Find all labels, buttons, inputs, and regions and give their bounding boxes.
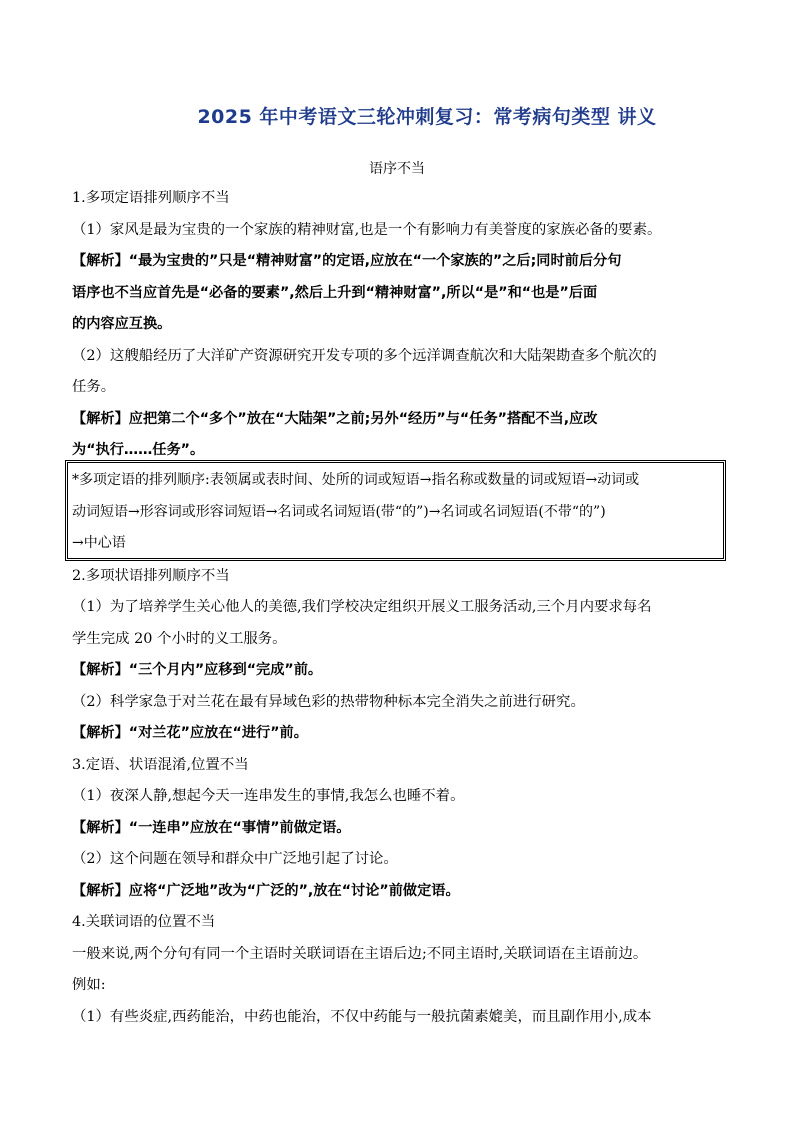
s3-analysis-2: 【解析】应将“广泛地”改为“广泛的”,放在“讨论”前做定语。 [72,883,460,899]
s4-intro-line-2: 例如: [72,977,106,993]
s1-example-2-line-2: 任务。 [72,379,116,395]
note-line-2: 动词短语→形容词或形容词短语→名词或名词短语(带“的”)→名词或名词短语(不带“的”) [72,504,606,520]
s4-example-1: （1）有些炎症,西药能治，中药也能治，不仅中药能与一般抗菌素媲美，而且副作用小,成本 [72,1009,652,1025]
s1-analysis-1-line-1: 【解析】“最为宝贵的”只是“精神财富”的定语,应放在“一个家族的”之后;同时前后分句 [72,253,622,269]
s1-example-1: （1）家风是最为宝贵的一个家族的精神财富,也是一个有影响力有美誉度的家族必备的要素。 [72,222,662,238]
s2-example-2: （2）科学家急于对兰花在最有异域色彩的热带物种标本完全消失之前进行研究。 [72,694,585,710]
s2-heading: 2.多项状语排列顺序不当 [72,568,230,584]
document-title: 2025 年中考语文三轮冲刺复习：常考病句类型 讲义 [197,106,657,128]
s1-analysis-1-line-2: 语序也不当应首先是“必备的要素”,然后上升到“精神财富”,所以“是”和“也是”后面 [72,285,598,301]
section-heading: 语序不当 [369,161,425,177]
s1-heading: 1.多项定语排列顺序不当 [72,190,230,206]
s1-analysis-2-line-1: 【解析】应把第二个“多个”放在“大陆架”之前;另外“经历”与“任务”搭配不当,应改 [72,411,598,427]
s1-analysis-2-line-2: 为“执行……任务”。 [72,442,205,458]
s3-example-2: （2）这个问题在领导和群众中广泛地引起了讨论。 [72,851,398,867]
note-line-3: →中心语 [72,535,126,551]
s2-analysis-2: 【解析】“对兰花”应放在“进行”前。 [72,725,308,741]
s3-example-1: （1）夜深人静,想起今天一连串发生的事情,我怎么也睡不着。 [72,788,465,804]
s4-heading: 4.关联词语的位置不当 [72,914,216,930]
s3-heading: 3.定语、状语混淆,位置不当 [72,757,249,773]
s3-analysis-1: 【解析】“一连串”应放在“事情”前做定语。 [72,820,351,836]
s2-example-1-line-2: 学生完成 20 个小时的义工服务。 [72,631,287,647]
s2-analysis-1: 【解析】“三个月内”应移到“完成”前。 [72,662,323,678]
note-box [67,462,724,559]
s4-intro-line-1: 一般来说,两个分句有同一个主语时关联词语在主语后边;不同主语时,关联词语在主语前边。 [72,946,648,962]
s2-example-1-line-1: （1）为了培养学生关心他人的美德,我们学校决定组织开展义工服务活动,三个月内要求每名 [72,599,652,615]
s1-example-2-line-1: （2）这艘船经历了大洋矿产资源研究开发专项的多个远洋调查航次和大陆架勘查多个航次的 [72,348,657,364]
s1-analysis-1-line-3: 的内容应互换。 [72,316,172,332]
note-line-1: *多项定语的排列顺序:表领属或表时间、处所的词或短语→指名称或数量的词或短语→动词或 [72,472,640,488]
